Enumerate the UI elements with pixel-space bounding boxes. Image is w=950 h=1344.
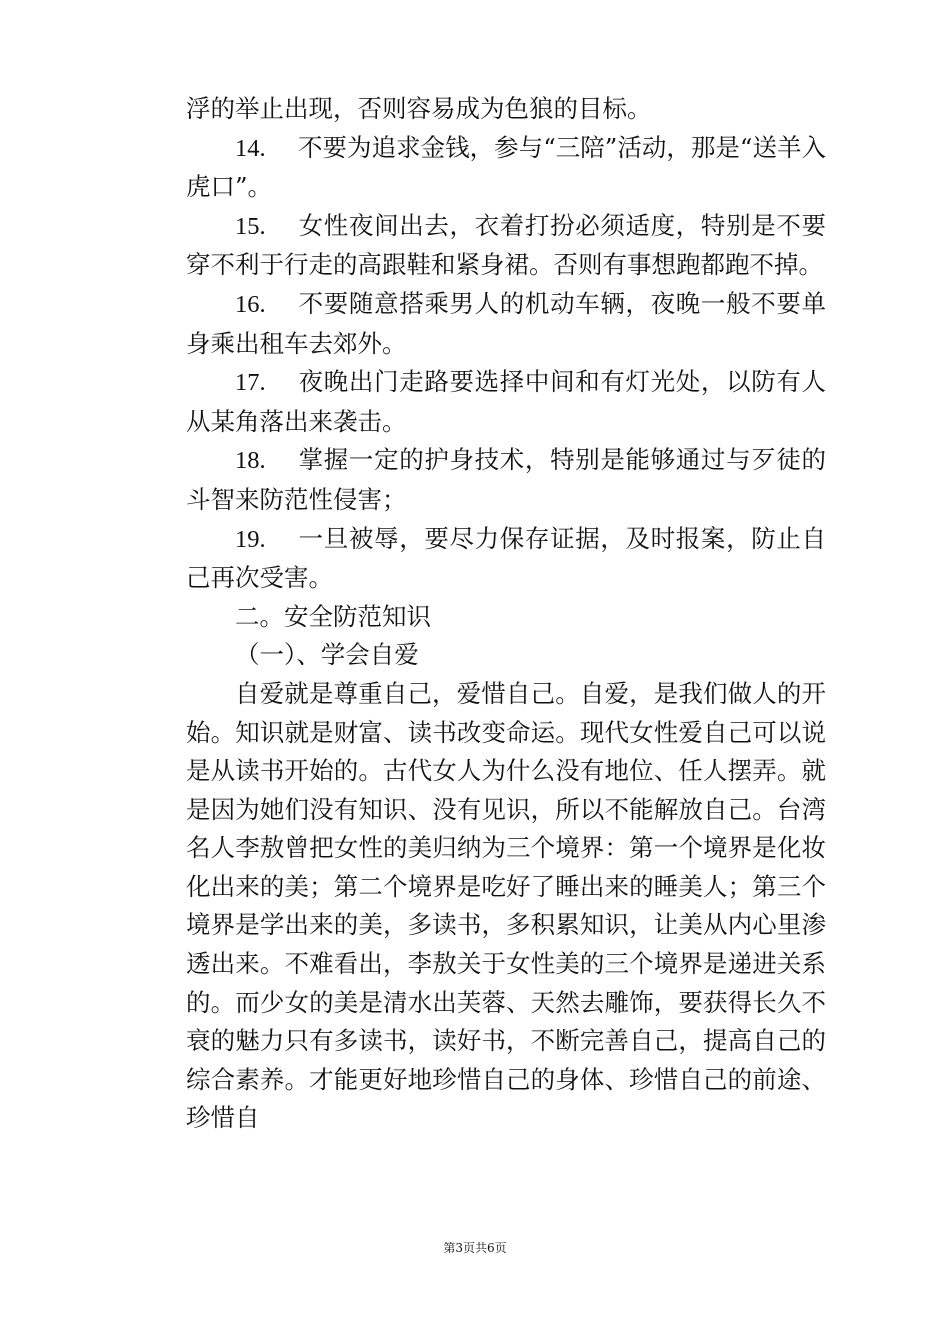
item-text: 不要为追求金钱，参与“三陪”活动，那是“送羊入虎口”。 [186,132,826,202]
item-number: 19. [235,525,266,553]
list-item [186,363,826,441]
item-number: 15. [235,212,266,240]
list-item [186,285,826,363]
item-text: 夜晚出门走路要选择中间和有灯光处，以防有人从某角落出来袭击。 [186,367,826,436]
section-heading: 二。安全防范知识 [235,601,431,631]
item-number: 18. [235,447,266,475]
item-number: 14. [235,134,266,162]
page-number: 第3页共6页 [443,1241,507,1255]
item-text: 一旦被辱，要尽力保存证据，及时报案，防止自己再次受害。 [186,523,826,593]
item-number: 16. [235,290,266,318]
item-text: 掌握一定的护身技术，特别是能够通过与歹徒的斗智来防范性侵害； [186,445,826,514]
list-item [186,520,826,598]
document-body [186,90,826,1138]
item-number: 17. [235,369,266,397]
item-text: 女性夜间出去，衣着打扮必须适度，特别是不要穿不利于行走的高跟鞋和紧身裙。否则有事想跑都跑不掉。 [186,210,826,280]
continuation-paragraph: 浮的举止出现，否则容易成为色狼的目标。 [186,94,652,123]
page-footer [0,1239,950,1256]
list-item [186,207,826,285]
item-text: 不要随意搭乘男人的机动车辆，夜晚一般不要单身乘出租车去郊外。 [186,288,826,358]
subsection-heading: （一）、学会自爱 [235,640,419,670]
list-item [186,129,826,207]
body-paragraph: 自爱就是尊重自己，爱惜自己。自爱，是我们做人的开始。知识就是财富、读书改变命运。现代女性爱自己可以说是从读书开始的。古代女人为什么没有地位、任人摆弄。就是因为她们没有知识、没有见识，所以不能解放自己。台湾名人李敖曾把女性的美归纳为三个境界：第一个境界是化妆化出来的美；第二个境界是吃好了睡出来的睡美人；第三个境界是学出来的美，多读书，多积累知识，让美从内心里渗透出来。不难看出，李敖关于女性美的三个境界是递进关系的。而少女的美是清水出芙蓉、天然去雕饰，要获得长久不衰的魅力只有多读书，读好书，不断完善自己，提高自己的综合素养。才能更好地珍惜自己的身体、珍惜自己的前途、珍惜自 [186,678,826,1133]
list-item [186,441,826,519]
